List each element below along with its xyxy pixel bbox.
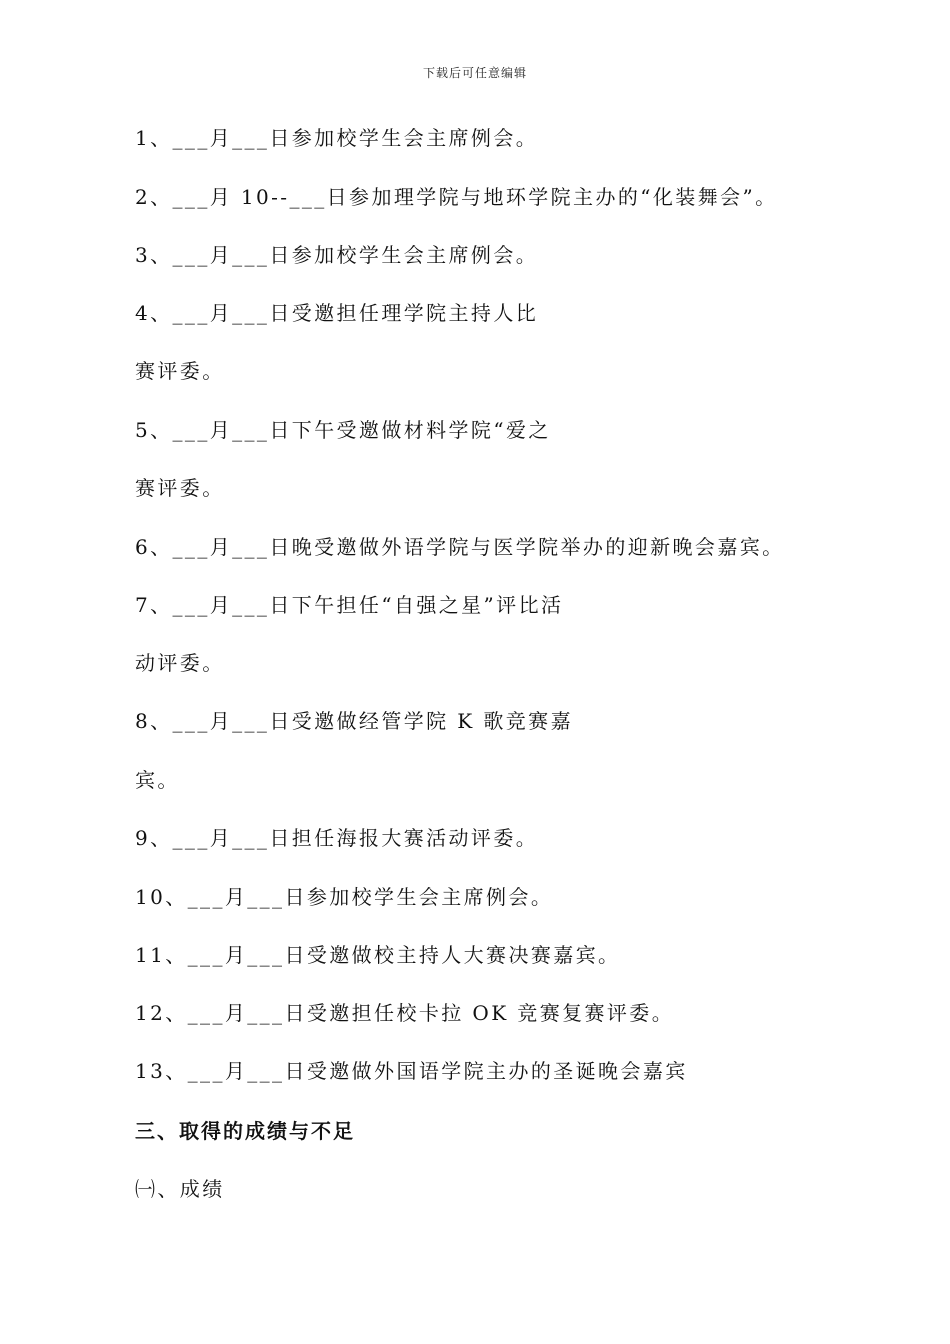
list-item: 12、___月___日受邀担任校卡拉 OK 竞赛复赛评委。 [135,1001,675,1025]
list-item-continuation: 动评委。 [135,651,225,675]
section-heading: 三、取得的成绩与不足 [135,1119,355,1143]
list-item: 11、___月___日受邀做校主持人大赛决赛嘉宾。 [135,943,621,967]
subsection-heading: ㈠、成绩 [135,1177,225,1201]
list-item: 3、___月___日参加校学生会主席例会。 [135,243,539,267]
list-item: 8、___月___日受邀做经管学院 K 歌竞赛嘉 [135,709,573,733]
list-item: 4、___月___日受邀担任理学院主持人比 [135,301,539,325]
list-item-continuation: 宾。 [135,768,180,792]
list-item-continuation: 赛评委。 [135,359,225,383]
page-header: 下载后可任意编辑 [422,66,527,80]
list-item: 13、___月___日受邀做外国语学院主办的圣诞晚会嘉宾 [135,1059,688,1083]
list-item: 2、___月 10--___日参加理学院与地环学院主办的“化装舞会”。 [135,185,778,209]
list-item: 5、___月___日下午受邀做材料学院“爱之 [135,418,551,442]
list-item: 9、___月___日担任海报大赛活动评委。 [135,826,539,850]
list-item: 7、___月___日下午担任“自强之星”评比活 [135,593,564,617]
list-item: 1、___月___日参加校学生会主席例会。 [135,126,539,150]
list-item: 6、___月___日晚受邀做外语学院与医学院举办的迎新晚会嘉宾。 [135,535,785,559]
list-item-continuation: 赛评委。 [135,476,225,500]
list-item: 10、___月___日参加校学生会主席例会。 [135,885,554,909]
